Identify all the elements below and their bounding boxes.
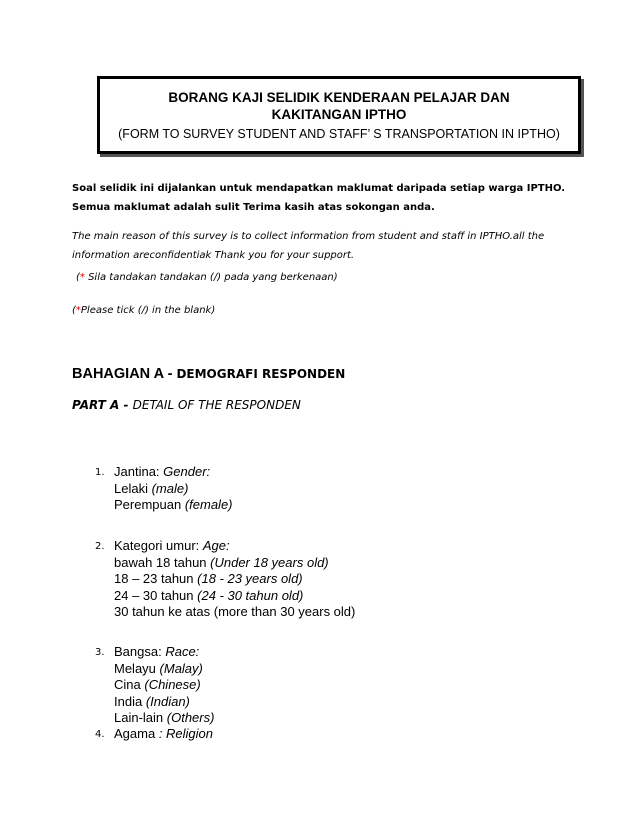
question-label-malay: Kategori umur: [114,538,203,553]
option-under-18[interactable] [114,555,355,572]
option-text: 30 tahun ke atas (more than 30 years old) [114,604,356,619]
option-text: Lain-lain [114,710,167,725]
option-text: Melayu [114,660,160,676]
option-text-english: (18 - 23 years old) [197,571,303,586]
question-label-english: Age: [202,538,230,553]
intro-malay-line1: Soal selidik ini dijalankan untuk mendapatkan maklumat daripada setiap warga IPTHO. [72,183,566,194]
instruction-english-star: * [75,305,81,316]
option-text: India [114,693,146,709]
question-label-english: Race: [165,644,200,659]
instruction-malay-star: * [79,272,85,283]
section-title-main: BAHAGIAN A - [72,366,177,382]
option-text-english: (Others) [166,710,215,725]
part-title-bold: PART A - [72,398,133,412]
form-subtitle: (FORM TO SURVEY STUDENT AND STAFF’ S TRANSPORTATION IN IPTHO) [118,127,560,141]
question-race [96,644,214,727]
option-female[interactable] [114,497,233,514]
part-title-rest: DETAIL OF THE RESPONDEN [132,398,301,412]
question-label-malay: Jantina: [114,464,164,479]
form-title-line1: BORANG KAJI SELIDIK KENDERAAN PELAJAR DAN [168,90,510,105]
option-text-english: (male) [151,480,189,496]
option-text: Perempuan [114,497,185,512]
intro-english-line1: The main reason of this survey is to collect information from student and staff in IPTHO.all the [72,231,545,242]
section-title-small: DEMOGRAFI RESPONDEN [176,367,346,381]
question-label-malay: Agama [114,726,159,741]
question-number: 2. [95,541,105,552]
option-others[interactable] [114,710,214,727]
form-title-line2: KAKITANGAN IPTHO [271,107,407,122]
instruction-english [72,305,215,316]
option-24-30[interactable] [114,588,355,605]
option-malay[interactable] [114,661,214,678]
option-18-23[interactable] [114,571,355,588]
option-chinese[interactable] [114,677,214,694]
option-indian[interactable] [114,694,214,711]
option-male[interactable] [114,481,233,498]
question-label-english: : Religion [158,726,214,741]
question-religion [96,726,213,743]
intro-malay-line2: Semua maklumat adalah sulit Terima kasih atas sokongan anda. [72,202,435,213]
question-label-malay: Bangsa: [114,644,166,659]
question-label [114,538,355,555]
option-text-english: (24 - 30 tahun old) [197,587,304,603]
option-text: Cina [114,677,145,692]
question-gender [96,464,233,514]
option-text-english: (Malay) [159,660,203,676]
question-label [114,726,213,743]
option-text-english: (Chinese) [144,677,201,692]
option-text: Lelaki [114,480,152,496]
option-text: bawah 18 tahun [114,554,211,570]
instruction-malay-text: Sila tandakan tandakan (/) pada yang berkenaan) [84,272,338,283]
section-title [72,366,345,382]
option-text: 18 – 23 tahun [114,571,198,586]
question-label [114,644,214,661]
intro-english-line2: information areconfidentiak Thank you for your support. [72,250,355,261]
intro-malay [72,179,565,217]
part-title [72,398,301,412]
instruction-malay [76,272,338,283]
option-text-english: (Indian) [145,693,190,709]
option-text-english: (Under 18 years old) [210,554,329,570]
question-label [114,464,233,481]
option-text: 24 – 30 tahun [114,587,198,603]
question-number: 1. [95,467,105,478]
option-over-30[interactable] [114,604,355,621]
instruction-english-text: Please tick (/) in the blank) [80,305,216,316]
question-label-english: Gender: [163,464,211,479]
title-box [97,76,581,154]
instruction-english-open: ( [72,305,76,316]
instruction-malay-open: ( [76,272,80,283]
question-number: 4. [95,729,105,740]
intro-english [72,227,592,265]
question-age [96,538,355,621]
option-text-english: (female) [184,497,233,512]
question-number: 3. [95,647,105,658]
